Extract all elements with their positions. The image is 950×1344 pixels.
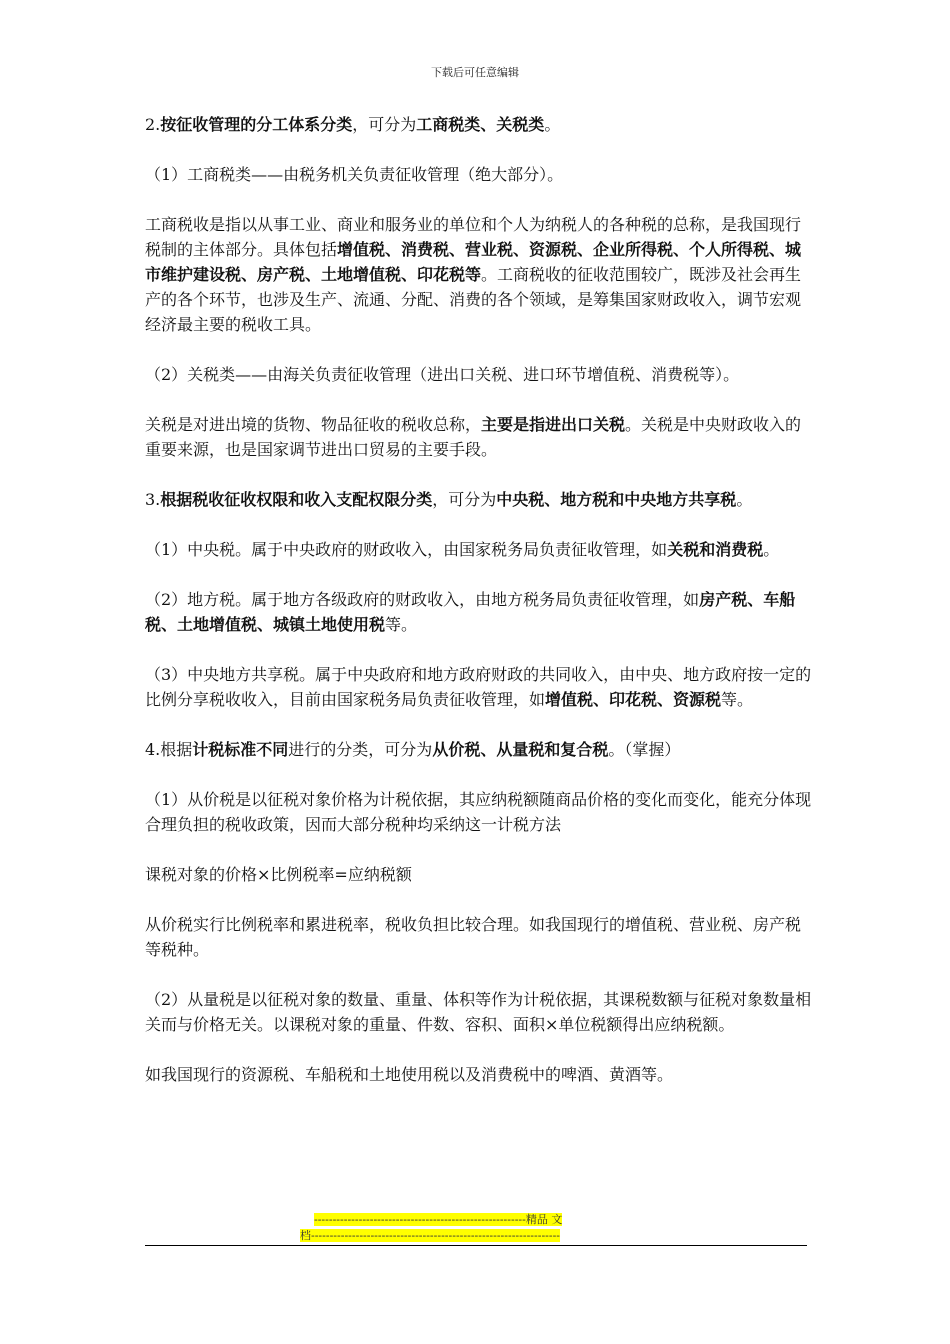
- paragraph: [145, 487, 813, 512]
- paragraph-text: ，可分为: [352, 115, 417, 134]
- bold-text: 从价税、从量税和复合税: [432, 740, 609, 759]
- paragraph-text: （1）从价税是以征税对象价格为计税依据，其应纳税额随商品价格的变化而变化，能充分体现合理负担的税收政策，因而大部分税种均采纳这一计税方法: [145, 790, 812, 834]
- bold-text: 关税和消费税: [667, 540, 764, 559]
- paragraph: [145, 862, 813, 887]
- bold-text: 增值税、印花税、资源税: [545, 690, 722, 709]
- paragraph: [145, 587, 813, 637]
- paragraph-text: 3.: [145, 490, 161, 509]
- paragraph-text: 工商税收是指以从事工业、商业和服务业的单位和个人为纳税人的各种税的总称，是我国现行税制的主体部分。具体包括: [145, 215, 802, 259]
- paragraph-text: （1）中央税。属于中央政府的财政收入，由国家税务局负责征收管理，如: [145, 540, 668, 559]
- paragraph-text: （1）工商税类——由税务机关负责征收管理（绝大部分）。: [145, 165, 564, 184]
- paragraph-text: （2）关税类——由海关负责征收管理（进出口关税、进口环节增值税、消费税等）。: [145, 365, 740, 384]
- paragraph-text: 。: [763, 540, 780, 559]
- paragraph: [145, 162, 813, 187]
- paragraph: [145, 787, 813, 837]
- paragraph-text: 。工商税收的征收范围较广，既涉及社会再生产的各个环节，也涉及生产、流通、分配、消费的各个领域，是筹集国家财政收入，调节宏观经济最主要的税收工具。: [145, 265, 802, 334]
- paragraph: [145, 1062, 813, 1087]
- bold-text: 主要是指进出口关税: [481, 415, 626, 434]
- footer-watermark: [300, 1212, 650, 1244]
- paragraph-text: 从价税实行比例税率和累进税率，税收负担比较合理。如我国现行的增值税、营业税、房产税等税种。: [145, 915, 802, 959]
- document-body: [145, 112, 813, 1112]
- paragraph-text: 。: [544, 115, 561, 134]
- paragraph: [145, 662, 813, 712]
- footer-rule: [145, 1245, 807, 1246]
- paragraph: [145, 212, 813, 337]
- paragraph-text: 2.: [145, 115, 161, 134]
- bold-text: 按征收管理的分工体系分类: [160, 115, 353, 134]
- paragraph: [145, 412, 813, 462]
- bold-text: 增值税、消费税、营业税、资源税、企业所得税、个人所得税、城市维护建设税、房产税、土地增值税、印花税等: [145, 240, 802, 284]
- paragraph: [145, 112, 813, 137]
- paragraph-text: 。（掌握）: [608, 740, 681, 759]
- paragraph-text: 等。: [385, 615, 418, 634]
- paragraph: [145, 362, 813, 387]
- bold-text: 根据税收征收权限和收入支配权限分类: [160, 490, 433, 509]
- paragraph-text: 课税对象的价格×比例税率=应纳税额: [145, 865, 412, 884]
- bold-text: 中央税、地方税和中央地方共享税: [496, 490, 737, 509]
- paragraph: [145, 912, 813, 962]
- paragraph-text: 。关税是中央财政收入的重要来源，也是国家调节进出口贸易的主要手段。: [145, 415, 802, 459]
- footer-line-1: ---------------------------------------------------------精品 文: [314, 1213, 563, 1226]
- paragraph: [145, 537, 813, 562]
- paragraph-text: 4.根据: [145, 740, 193, 759]
- paragraph-text: 。: [736, 490, 753, 509]
- paragraph-text: 等。: [721, 690, 754, 709]
- paragraph-text: 如我国现行的资源税、车船税和土地使用税以及消费税中的啤酒、黄酒等。: [145, 1065, 674, 1084]
- paragraph: [145, 737, 813, 762]
- paragraph-text: 关税是对进出境的货物、物品征收的税收总称，: [145, 415, 482, 434]
- footer-line-2: 档-------------------------------------------------------------------: [300, 1229, 561, 1242]
- bold-text: 计税标准不同: [192, 740, 289, 759]
- paragraph-text: （2）从量税是以征税对象的数量、重量、体积等作为计税依据，其课税数额与征税对象数量相关而与价格无关。以课税对象的重量、件数、容积、面积×单位税额得出应纳税额。: [145, 990, 812, 1034]
- paragraph-text: （3）中央地方共享税。属于中央政府和地方政府财政的共同收入，由中央、地方政府按一定的比例分享税收收入，目前由国家税务局负责征收管理，如: [145, 665, 812, 709]
- paragraph-text: （2）地方税。属于地方各级政府的财政收入，由地方税务局负责征收管理，如: [145, 590, 700, 609]
- bold-text: 房产税、车船税、土地增值税、城镇土地使用税: [145, 590, 796, 634]
- paragraph: [145, 987, 813, 1037]
- page-header: 下载后可任意编辑: [431, 66, 519, 79]
- bold-text: 工商税类、关税类: [416, 115, 545, 134]
- paragraph-text: ，可分为: [432, 490, 497, 509]
- paragraph-text: 进行的分类，可分为: [288, 740, 433, 759]
